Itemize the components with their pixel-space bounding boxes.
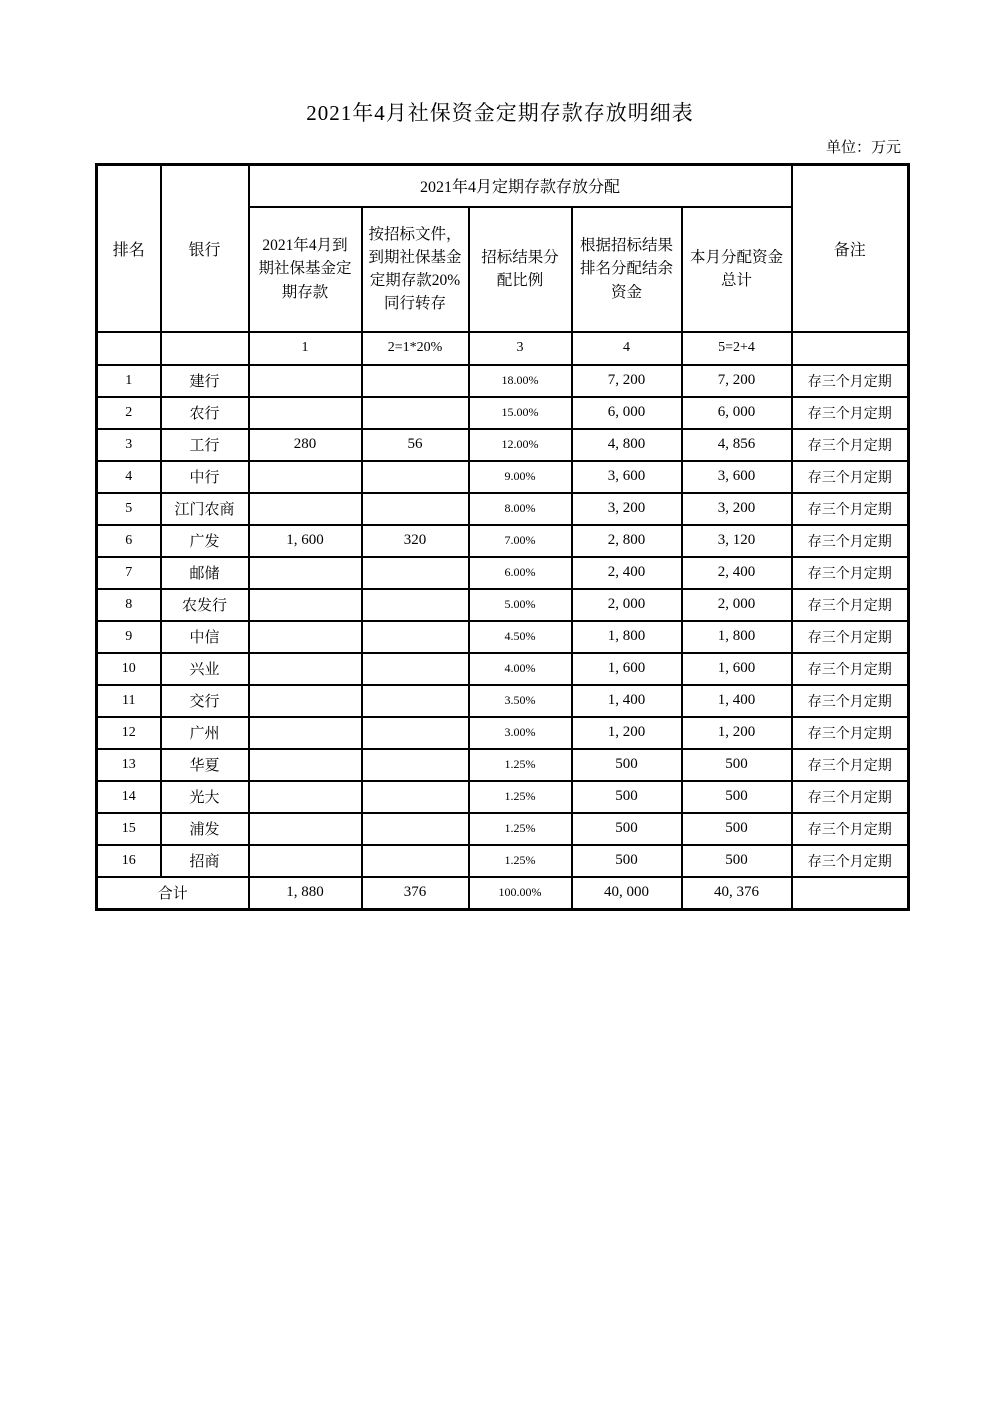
page-title: 2021年4月社保资金定期存款存放明细表 <box>306 101 694 125</box>
cell-transfer-20pct <box>362 365 469 397</box>
total-total: 40, 376 <box>682 877 792 910</box>
cell-bid-ratio: 8.00% <box>469 493 572 525</box>
cell-bank: 农发行 <box>161 589 249 621</box>
cell-bank: 中信 <box>161 621 249 653</box>
formula-cell-empty <box>792 332 909 365</box>
total-row <box>97 877 909 910</box>
cell-maturing-deposit <box>249 621 362 653</box>
table-row <box>97 589 909 621</box>
cell-maturing-deposit <box>249 557 362 589</box>
header-rank: 排名 <box>97 165 161 332</box>
cell-transfer-20pct <box>362 653 469 685</box>
cell-maturing-deposit <box>249 749 362 781</box>
cell-remark: 存三个月定期 <box>792 365 909 397</box>
cell-transfer-20pct <box>362 685 469 717</box>
cell-remark: 存三个月定期 <box>792 557 909 589</box>
cell-maturing-deposit <box>249 397 362 429</box>
table-header <box>97 165 909 365</box>
header-bank: 银行 <box>161 165 249 332</box>
cell-maturing-deposit <box>249 685 362 717</box>
cell-month-total: 1, 600 <box>682 653 792 685</box>
cell-remark: 存三个月定期 <box>792 685 909 717</box>
cell-rank: 1 <box>97 365 161 397</box>
cell-bid-ratio: 1.25% <box>469 781 572 813</box>
cell-bid-ratio: 6.00% <box>469 557 572 589</box>
cell-remaining-funds: 3, 200 <box>572 493 682 525</box>
header-allocation-group: 2021年4月定期存款存放分配 <box>249 165 792 207</box>
cell-remaining-funds: 3, 600 <box>572 461 682 493</box>
cell-rank: 16 <box>97 845 161 877</box>
cell-month-total: 3, 600 <box>682 461 792 493</box>
cell-bid-ratio: 9.00% <box>469 461 572 493</box>
cell-rank: 3 <box>97 429 161 461</box>
cell-bid-ratio: 3.50% <box>469 685 572 717</box>
cell-bid-ratio: 1.25% <box>469 845 572 877</box>
cell-bid-ratio: 12.00% <box>469 429 572 461</box>
cell-bank: 广州 <box>161 717 249 749</box>
formula-cell-2: 2=1*20% <box>362 332 469 365</box>
total-label: 合计 <box>97 877 249 910</box>
table-row <box>97 813 909 845</box>
cell-remark: 存三个月定期 <box>792 525 909 557</box>
formula-cell-5: 5=2+4 <box>682 332 792 365</box>
cell-remaining-funds: 1, 200 <box>572 717 682 749</box>
total-remaining: 40, 000 <box>572 877 682 910</box>
cell-maturing-deposit <box>249 493 362 525</box>
table-row <box>97 365 909 397</box>
cell-remaining-funds: 2, 000 <box>572 589 682 621</box>
cell-month-total: 1, 800 <box>682 621 792 653</box>
cell-rank: 12 <box>97 717 161 749</box>
cell-transfer-20pct: 320 <box>362 525 469 557</box>
cell-transfer-20pct <box>362 717 469 749</box>
cell-bid-ratio: 4.00% <box>469 653 572 685</box>
cell-remaining-funds: 1, 400 <box>572 685 682 717</box>
cell-transfer-20pct: 56 <box>362 429 469 461</box>
cell-maturing-deposit <box>249 589 362 621</box>
cell-transfer-20pct <box>362 557 469 589</box>
cell-month-total: 500 <box>682 781 792 813</box>
table-row <box>97 429 909 461</box>
cell-maturing-deposit <box>249 781 362 813</box>
cell-bid-ratio: 18.00% <box>469 365 572 397</box>
cell-maturing-deposit <box>249 717 362 749</box>
cell-month-total: 2, 000 <box>682 589 792 621</box>
formula-cell-empty <box>97 332 161 365</box>
formula-cell-3: 3 <box>469 332 572 365</box>
cell-rank: 13 <box>97 749 161 781</box>
cell-remark: 存三个月定期 <box>792 717 909 749</box>
cell-remark: 存三个月定期 <box>792 813 909 845</box>
cell-remark: 存三个月定期 <box>792 589 909 621</box>
cell-remaining-funds: 500 <box>572 845 682 877</box>
total-transfer: 376 <box>362 877 469 910</box>
cell-bid-ratio: 1.25% <box>469 749 572 781</box>
header-month-total: 本月分配资金总计 <box>682 207 792 332</box>
cell-month-total: 1, 400 <box>682 685 792 717</box>
cell-rank: 11 <box>97 685 161 717</box>
cell-remark: 存三个月定期 <box>792 493 909 525</box>
cell-remark: 存三个月定期 <box>792 749 909 781</box>
cell-bank: 交行 <box>161 685 249 717</box>
cell-rank: 7 <box>97 557 161 589</box>
cell-month-total: 3, 200 <box>682 493 792 525</box>
total-ratio: 100.00% <box>469 877 572 910</box>
cell-remaining-funds: 500 <box>572 813 682 845</box>
cell-month-total: 500 <box>682 813 792 845</box>
deposit-allocation-table <box>95 163 910 911</box>
cell-rank: 4 <box>97 461 161 493</box>
table-row <box>97 845 909 877</box>
cell-month-total: 6, 000 <box>682 397 792 429</box>
cell-remaining-funds: 6, 000 <box>572 397 682 429</box>
cell-rank: 9 <box>97 621 161 653</box>
table-row <box>97 557 909 589</box>
cell-maturing-deposit <box>249 365 362 397</box>
header-transfer-20pct: 按招标文件，到期社保基金定期存款20%同行转存 <box>362 207 469 332</box>
cell-transfer-20pct <box>362 845 469 877</box>
cell-maturing-deposit <box>249 461 362 493</box>
header-remaining-funds: 根据招标结果排名分配结余资金 <box>572 207 682 332</box>
cell-remark: 存三个月定期 <box>792 461 909 493</box>
cell-bid-ratio: 1.25% <box>469 813 572 845</box>
cell-transfer-20pct <box>362 621 469 653</box>
cell-month-total: 4, 856 <box>682 429 792 461</box>
cell-maturing-deposit <box>249 845 362 877</box>
formula-cell-1: 1 <box>249 332 362 365</box>
cell-rank: 5 <box>97 493 161 525</box>
cell-bid-ratio: 5.00% <box>469 589 572 621</box>
cell-month-total: 3, 120 <box>682 525 792 557</box>
cell-transfer-20pct <box>362 749 469 781</box>
cell-month-total: 7, 200 <box>682 365 792 397</box>
formula-cell-empty <box>161 332 249 365</box>
cell-month-total: 1, 200 <box>682 717 792 749</box>
formula-row <box>97 332 909 365</box>
cell-maturing-deposit: 1, 600 <box>249 525 362 557</box>
table-row <box>97 685 909 717</box>
cell-bid-ratio: 7.00% <box>469 525 572 557</box>
cell-bank: 中行 <box>161 461 249 493</box>
header-group-row <box>97 165 909 207</box>
table-row <box>97 621 909 653</box>
cell-bank: 广发 <box>161 525 249 557</box>
cell-bank: 华夏 <box>161 749 249 781</box>
cell-rank: 15 <box>97 813 161 845</box>
cell-remark: 存三个月定期 <box>792 397 909 429</box>
table-row <box>97 749 909 781</box>
unit-label: 单位：万元 <box>825 140 901 156</box>
total-maturing: 1, 880 <box>249 877 362 910</box>
table-body <box>97 365 909 877</box>
cell-bank: 邮储 <box>161 557 249 589</box>
cell-remaining-funds: 500 <box>572 749 682 781</box>
header-remark: 备注 <box>792 165 909 332</box>
table-row <box>97 717 909 749</box>
table-row <box>97 525 909 557</box>
cell-remaining-funds: 1, 600 <box>572 653 682 685</box>
cell-bank: 招商 <box>161 845 249 877</box>
cell-maturing-deposit: 280 <box>249 429 362 461</box>
cell-rank: 14 <box>97 781 161 813</box>
cell-rank: 10 <box>97 653 161 685</box>
cell-remaining-funds: 500 <box>572 781 682 813</box>
cell-bank: 江门农商 <box>161 493 249 525</box>
cell-transfer-20pct <box>362 589 469 621</box>
cell-remark: 存三个月定期 <box>792 429 909 461</box>
cell-rank: 2 <box>97 397 161 429</box>
cell-remark: 存三个月定期 <box>792 845 909 877</box>
table-row <box>97 653 909 685</box>
cell-transfer-20pct <box>362 781 469 813</box>
cell-bank: 浦发 <box>161 813 249 845</box>
cell-remaining-funds: 7, 200 <box>572 365 682 397</box>
cell-remaining-funds: 1, 800 <box>572 621 682 653</box>
cell-bid-ratio: 4.50% <box>469 621 572 653</box>
header-bid-ratio: 招标结果分配比例 <box>469 207 572 332</box>
table-row <box>97 781 909 813</box>
cell-month-total: 2, 400 <box>682 557 792 589</box>
cell-remark: 存三个月定期 <box>792 781 909 813</box>
header-maturing-deposit: 2021年4月到期社保基金定期存款 <box>249 207 362 332</box>
cell-month-total: 500 <box>682 845 792 877</box>
cell-remaining-funds: 2, 800 <box>572 525 682 557</box>
cell-bank: 建行 <box>161 365 249 397</box>
cell-bank: 农行 <box>161 397 249 429</box>
formula-cell-4: 4 <box>572 332 682 365</box>
cell-bank: 光大 <box>161 781 249 813</box>
cell-transfer-20pct <box>362 461 469 493</box>
table-footer <box>97 877 909 910</box>
cell-bank: 工行 <box>161 429 249 461</box>
cell-rank: 6 <box>97 525 161 557</box>
cell-bid-ratio: 15.00% <box>469 397 572 429</box>
cell-remaining-funds: 4, 800 <box>572 429 682 461</box>
cell-transfer-20pct <box>362 493 469 525</box>
total-remark <box>792 877 909 910</box>
cell-transfer-20pct <box>362 397 469 429</box>
table-row <box>97 397 909 429</box>
cell-rank: 8 <box>97 589 161 621</box>
table-row <box>97 461 909 493</box>
table-row <box>97 493 909 525</box>
cell-remaining-funds: 2, 400 <box>572 557 682 589</box>
cell-remark: 存三个月定期 <box>792 653 909 685</box>
cell-maturing-deposit <box>249 653 362 685</box>
cell-remark: 存三个月定期 <box>792 621 909 653</box>
cell-month-total: 500 <box>682 749 792 781</box>
cell-maturing-deposit <box>249 813 362 845</box>
cell-bid-ratio: 3.00% <box>469 717 572 749</box>
cell-bank: 兴业 <box>161 653 249 685</box>
cell-transfer-20pct <box>362 813 469 845</box>
